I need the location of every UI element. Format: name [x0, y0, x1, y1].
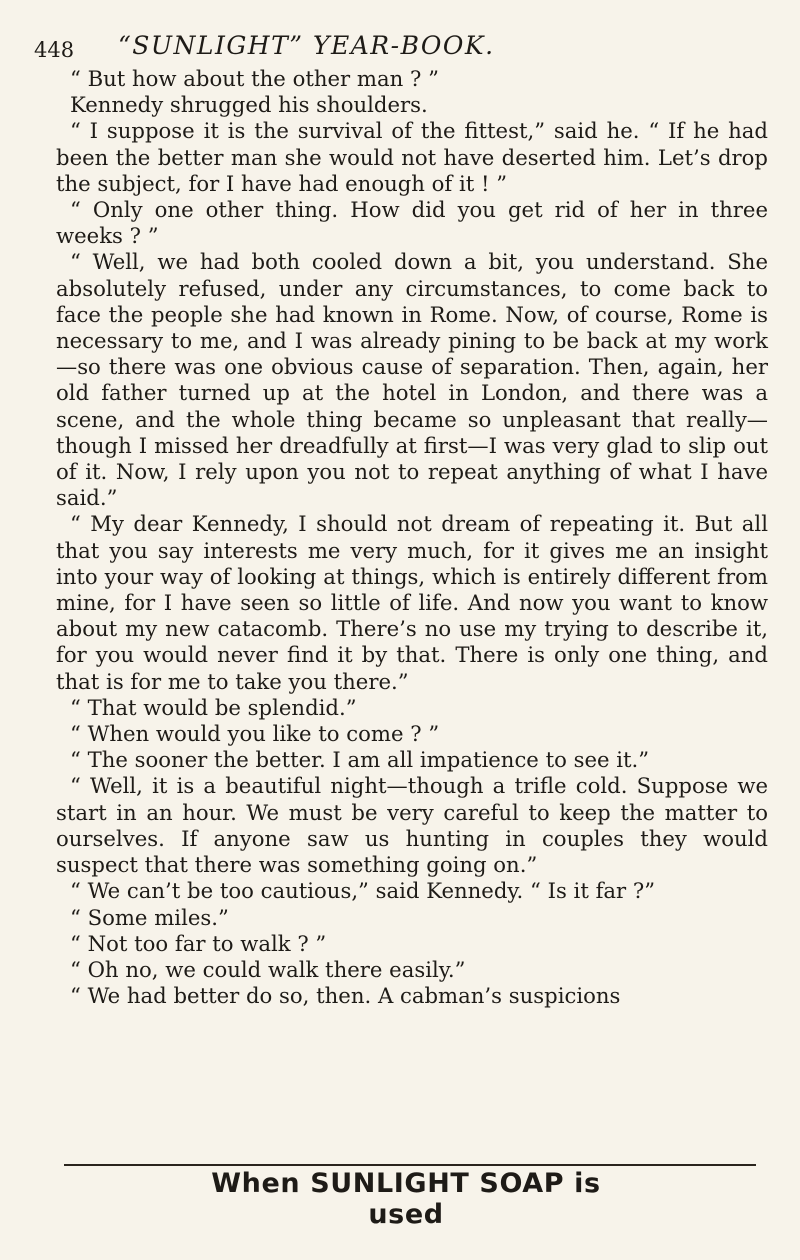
footer-divider: [64, 1164, 756, 1166]
paragraph: “ Some miles.”: [70, 904, 229, 930]
paragraph: “ We can’t be too cautious,” said Kennedy. “ Is it far ?”: [70, 878, 656, 904]
paragraph: “ That would be splendid.”: [70, 694, 357, 720]
paragraph: “ My dear Kennedy, I should not dream of repeating it. But all that you say interests me very much, for it gives me an insight into your way of looking at things, which is entirely different from mine, for I have seen so little of life. And now you want to know about my new catacomb. There’s no use my trying to describe it, for you would never find it by that. There is only one thing, and that is for me to take you there.”: [56, 511, 768, 694]
page-header: [34, 14, 754, 62]
footer-advert-banner: When SUNLIGHT SOAP is used: [211, 1168, 601, 1230]
page-number: 448: [34, 38, 75, 62]
paragraph: “ Not too far to walk ? ”: [70, 930, 327, 956]
paragraph: “ But how about the other man ? ”: [70, 66, 439, 91]
paragraph: “ When would you like to come ? ”: [70, 721, 440, 747]
body-text: [56, 66, 768, 1009]
paragraph: “ Oh no, we could walk there easily.”: [70, 956, 466, 982]
paragraph: “ Only one other thing. How did you get rid of her in three weeks ? ”: [56, 197, 768, 249]
paragraph: “ The sooner the better. I am all impatience to see it.”: [70, 747, 650, 773]
paragraph: Kennedy shrugged his shoulders.: [70, 92, 428, 118]
paragraph: “ We had better do so, then. A cabman’s suspicions: [70, 983, 621, 1009]
paragraph: “ I suppose it is the survival of the fittest,” said he. “ If he had been the better man she would not have deserted him. Let’s drop the subject, for I have had enough of it ! ”: [56, 118, 768, 196]
paragraph: “ Well, we had both cooled down a bit, you understand. She absolutely refused, under any circumstances, to come back to face the people she had known in Rome. Now, of course, Rome is necessary to me, and I was already pining to be back at my work—so there was one obvious cause of separation. Then, again, her old father turned up at the hotel in London, and there was a scene, and the whole thing became so unpleasant that really—though I missed her dreadfully at first—I was very glad to slip out of it. Now, I rely upon you not to repeat anything of what I have said.”: [56, 249, 768, 511]
paragraph: “ Well, it is a beautiful night—though a trifle cold. Suppose we start in an hour. We must be very careful to keep the matter to ourselves. If anyone saw us hunting in couples they would suspect that there was something going on.”: [56, 773, 768, 878]
running-title: “SUNLIGHT” YEAR-BOOK.: [118, 31, 495, 60]
